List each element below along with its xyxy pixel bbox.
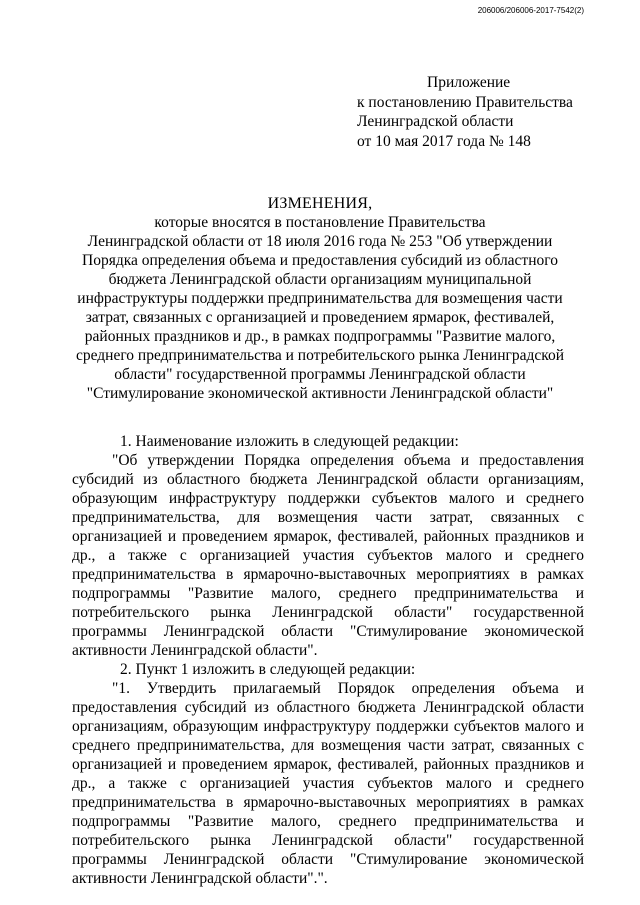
appendix-line: Приложение [427,74,511,91]
title-line: области" государственной программы Ленинградской области [114,366,526,383]
appendix-line: Ленинградской области [357,113,514,130]
appendix-block [357,73,573,151]
item-2-heading: 2. Пункт 1 изложить в следующей редакции: [120,661,416,678]
document-id: 206006/206006-2017-7542(2) [477,6,584,15]
title-line: "Стимулирование экономической активности Ленинградской области" [86,385,554,402]
title-line: районных праздников и др., в рамках подпрограммы "Развитие малого, [84,328,556,345]
title-line: Порядка определения объема и предоставления субсидий из областного [82,252,558,269]
title-line: бюджета Ленинградской области организациям муниципальной [108,271,532,288]
appendix-line: от 10 мая 2017 года № 148 [357,132,531,150]
title-line: затрат, связанных с организацией и проведением ярмарок, фестивалей, [85,309,555,326]
document-body [72,432,584,888]
document-title [0,194,640,403]
item-1-text: "Об утверждении Порядка определения объема и предоставления субсидий из областного бюджета Ленинградской области организациям, образующим инфраструктуру поддержки субъектов малого и среднего предпринимательства, для возмещения части затрат, связанных с организацией и проведением ярмарок, фестивалей, районных праздников и др., а также с организацией участия субъектов малого и среднего предпринимательства в ярмарочно-выставочных мероприятиях в рамках подпрограммы "Развитие малого, среднего предпринимательства и потребительского рынка Ленинградской области" государственной программы Ленинградской области "Стимулирование экономической активности Ленинградской области". [72,452,584,659]
title-heading: ИЗМЕНЕНИЯ, [267,195,373,212]
item-2-text: "1. Утвердить прилагаемый Порядок определения объема и предоставления субсидий из областного бюджета Ленинградской области организациям, образующим инфраструктуру поддержки субъектов малого и среднего предпринимательства, для возмещения части затрат, связанных с организацией и проведением ярмарок, фестивалей, районных праздников и др., а также с организацией участия субъектов малого и среднего предпринимательства в ярмарочно-выставочных мероприятиях в рамках подпрограммы "Развитие малого, среднего предпринимательства и потребительского рынка Ленинградской области" государственной программы Ленинградской области "Стимулирование экономической активности Ленинградской области".". [72,680,584,887]
appendix-line: к постановлению Правительства [357,93,573,111]
title-line: среднего предпринимательства и потребительского рынка Ленинградской [75,347,565,364]
title-line: которые вносятся в постановление Правительства [154,214,486,231]
title-line: Ленинградской области от 18 июля 2016 года № 253 "Об утверждении [87,233,553,250]
title-line: инфраструктуры поддержки предпринимательства для возмещения части [77,290,563,307]
item-1-heading: 1. Наименование изложить в следующей редакции: [120,433,459,450]
